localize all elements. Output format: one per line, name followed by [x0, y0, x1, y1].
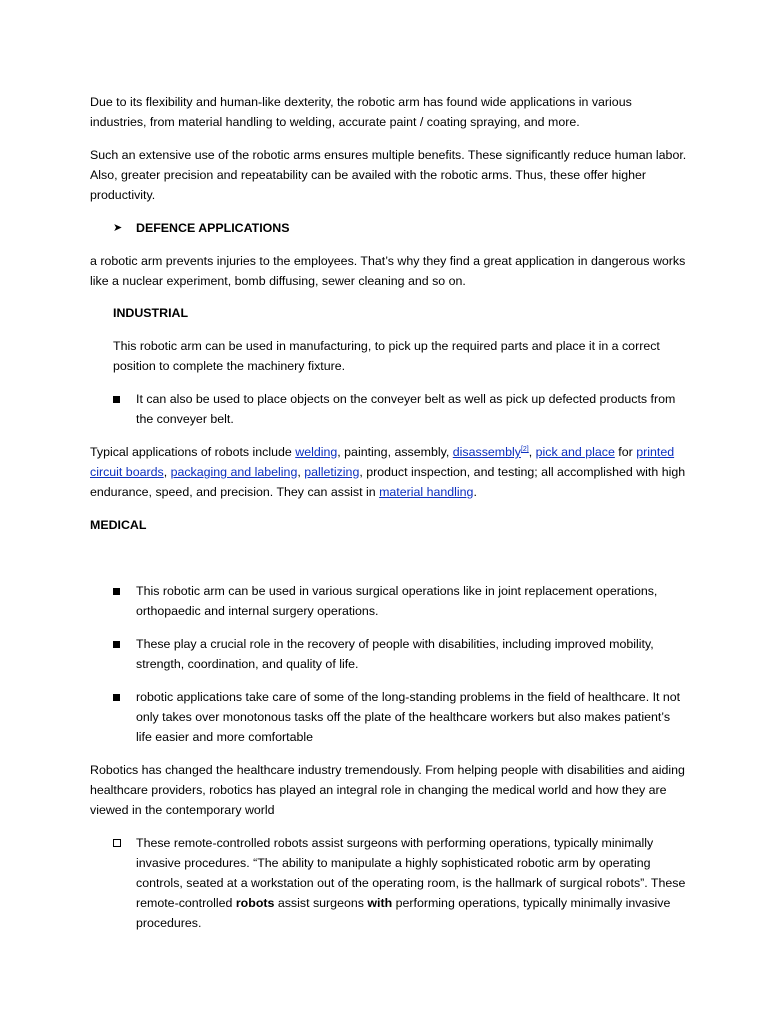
text-run: , painting, assembly,	[337, 445, 453, 459]
defence-paragraph: a robotic arm prevents injuries to the employees. That’s why they find a great application in dangerous works like a nuclear experiment, bomb diffusing, sewer cleaning and so on.	[90, 254, 686, 288]
text-run: These remote-controlled robots assist surgeons with performing operations, typically minimally invasive procedures. “The ability to manipulate a highly sophisticated robotic arm by operating controls, seated at a workstation out of the operating room, is the hallmark of surgical robots”. These remote-controlled	[136, 836, 686, 910]
link-printed-circuit-boards[interactable]: printed circuit boards	[90, 445, 675, 479]
text-run: .	[473, 485, 477, 499]
medical-bullet-text: robotic applications take care of some of the long-standing problems in the field of healthcare. It not only takes over monotonous tasks off the plate of the healthcare workers but also makes patient’s life easier and more comfortable	[136, 690, 681, 744]
industrial-paragraph: This robotic arm can be used in manufacturing, to pick up the required parts and place it in a correct position to complete the machinery fixture.	[113, 339, 660, 373]
surgical-robots-bullet	[113, 833, 688, 933]
text-run: ,	[297, 465, 305, 479]
medical-bullet-text: This robotic arm can be used in various surgical operations like in joint replacement operations, orthopaedic and internal surgery operations.	[136, 584, 658, 618]
industrial-heading: INDUSTRIAL	[113, 306, 189, 320]
bold-run: robots	[235, 896, 275, 910]
healthcare-paragraph: Robotics has changed the healthcare industry tremendously. From helping people with disabilities and aiding healthcare providers, robotics has played an integral role in changing the medical world and how they are viewed in the contemporary world	[90, 763, 685, 817]
link-disassembly[interactable]: disassembly	[452, 445, 521, 459]
medical-bullet	[113, 687, 688, 747]
medical-bullet-text: These play a crucial role in the recovery of people with disabilities, including improved mobility, strength, coordination, and quality of life.	[136, 637, 654, 671]
bold-run: with	[367, 896, 393, 910]
text-run: for	[614, 445, 637, 459]
text-run: Typical applications of robots include	[90, 445, 296, 459]
checkbox-bullet-icon	[113, 833, 131, 853]
typical-applications-paragraph	[90, 442, 688, 502]
arrow-bullet-icon: ➤	[113, 222, 123, 234]
square-bullet-icon	[113, 687, 131, 707]
citation-link[interactable]: [2]	[520, 445, 529, 453]
text-run: performing operations, typically minimally invasive procedures.	[136, 896, 671, 930]
intro-paragraph: Due to its flexibility and human-like dexterity, the robotic arm has found wide applications in various industries, from material handling to welding, accurate paint / coating spraying, and more.	[90, 95, 632, 129]
medical-bullet	[113, 634, 688, 674]
text-run: , product inspection, and testing; all accomplished with high endurance, speed, and precision. They can assist in	[90, 465, 686, 499]
link-pick-and-place[interactable]: pick and place	[535, 445, 615, 459]
link-material-handling[interactable]: material handling	[379, 485, 474, 499]
square-bullet-icon	[113, 634, 131, 654]
benefits-paragraph: Such an extensive use of the robotic arms ensures multiple benefits. These significantly reduce human labor. Also, greater precision and repeatability can be availed with the robotic arms. Thus, these offer higher productivity.	[90, 148, 687, 202]
medical-heading: MEDICAL	[90, 518, 147, 532]
defence-heading-item	[113, 218, 688, 238]
square-bullet-icon	[113, 581, 131, 601]
industrial-bullet-text: It can also be used to place objects on the conveyer belt as well as pick up defected products from the conveyer belt.	[136, 392, 676, 426]
link-packaging-and-labeling[interactable]: packaging and labeling	[170, 465, 298, 479]
text-run: ,	[528, 445, 536, 459]
link-palletizing[interactable]: palletizing	[304, 465, 360, 479]
medical-bullet	[113, 581, 688, 621]
text-run: assist surgeons	[274, 896, 368, 910]
industrial-bullet	[113, 389, 688, 429]
link-welding[interactable]: welding	[295, 445, 338, 459]
text-run: ,	[163, 465, 171, 479]
defence-heading: DEFENCE APPLICATIONS	[136, 221, 290, 235]
square-bullet-icon	[113, 389, 131, 409]
surgical-robots-text	[136, 833, 688, 933]
